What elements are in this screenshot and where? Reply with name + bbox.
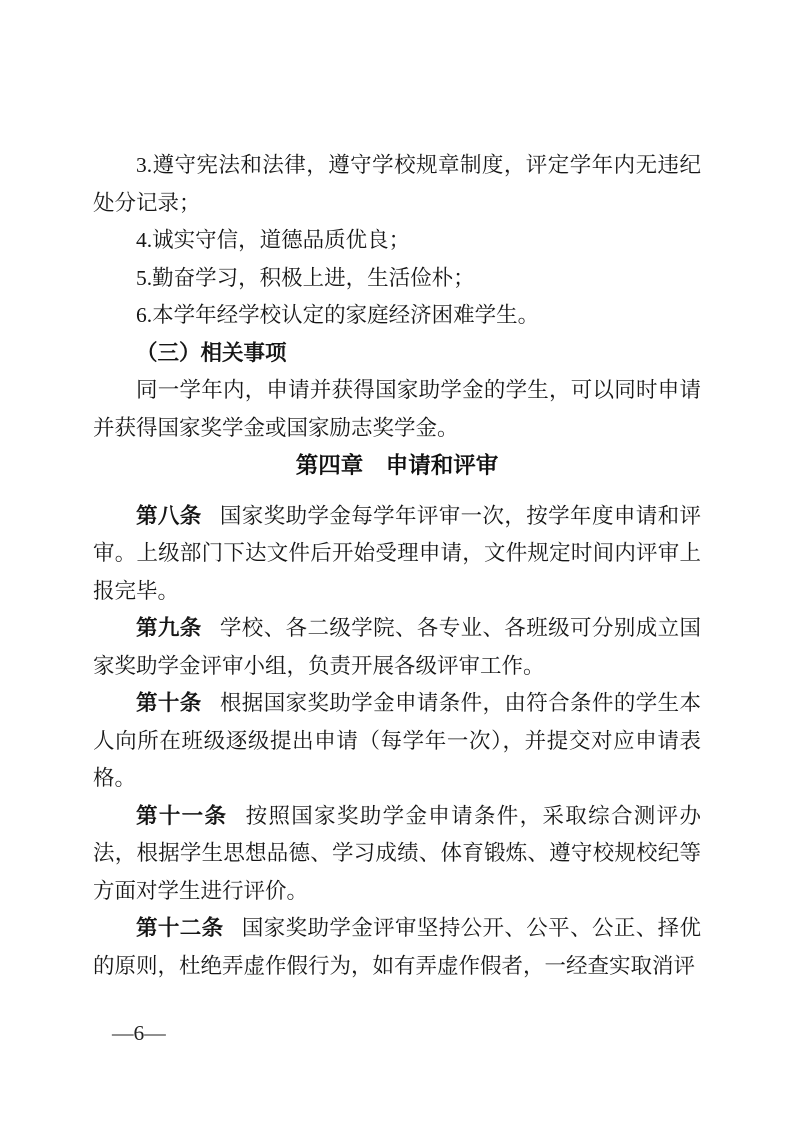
article-paragraph — [93, 685, 701, 798]
article-label: 第八条 — [136, 503, 202, 528]
subsection-heading: （三）相关事项 — [136, 340, 287, 365]
article-label: 第十条 — [136, 691, 202, 715]
article-paragraph — [93, 798, 701, 911]
article-text: 学校、各二级学院、各专业、各班级可分别成立国家奖助学金评审小组，负责开展各级评审工作。 — [93, 616, 701, 678]
article-text: 根据国家奖助学金申请条件，由符合条件的学生本人向所在班级逐级提出申请（每学年一次），并提交对应申请表格。 — [93, 691, 701, 790]
article-text: 按照国家奖助学金申请条件，采取综合测评办法，根据学生思想品德、学习成绩、体育锻炼、遵守校规校纪等方面对学生进行评价。 — [93, 803, 701, 903]
article-label: 第十一条 — [136, 803, 228, 828]
page-number: —6— — [112, 1021, 166, 1045]
chapter-heading: 第四章 申请和评审 — [295, 453, 499, 478]
article-paragraph — [93, 498, 701, 611]
article-text: 国家奖助学金评审坚持公开、公平、公正、择优的原则，杜绝弄虚作假行为，如有弄虚作假者，一经查实取消评 — [93, 916, 701, 978]
article-paragraph — [93, 910, 701, 985]
list-item: 6.本学年经学校认定的家庭经济困难学生。 — [136, 303, 540, 327]
article-label: 第十二条 — [136, 916, 224, 940]
body-paragraph: 同一学年内，申请并获得国家助学金的学生，可以同时申请并获得国家奖学金或国家励志奖学金。 — [93, 378, 701, 440]
article-paragraph — [93, 610, 701, 685]
list-item: 4.诚实守信，道德品质优良； — [136, 228, 411, 252]
document-content — [93, 147, 701, 985]
list-item: 3.遵守宪法和法律，遵守学校规章制度，评定学年内无违纪处分记录； — [93, 153, 701, 215]
article-label: 第九条 — [136, 616, 202, 640]
list-item: 5.勤奋学习，积极上进，生活俭朴； — [136, 265, 475, 290]
article-text: 国家奖助学金每学年评审一次，按学年度申请和评审。上级部门下达文件后开始受理申请，文件规定时间内评审上报完毕。 — [93, 503, 701, 603]
